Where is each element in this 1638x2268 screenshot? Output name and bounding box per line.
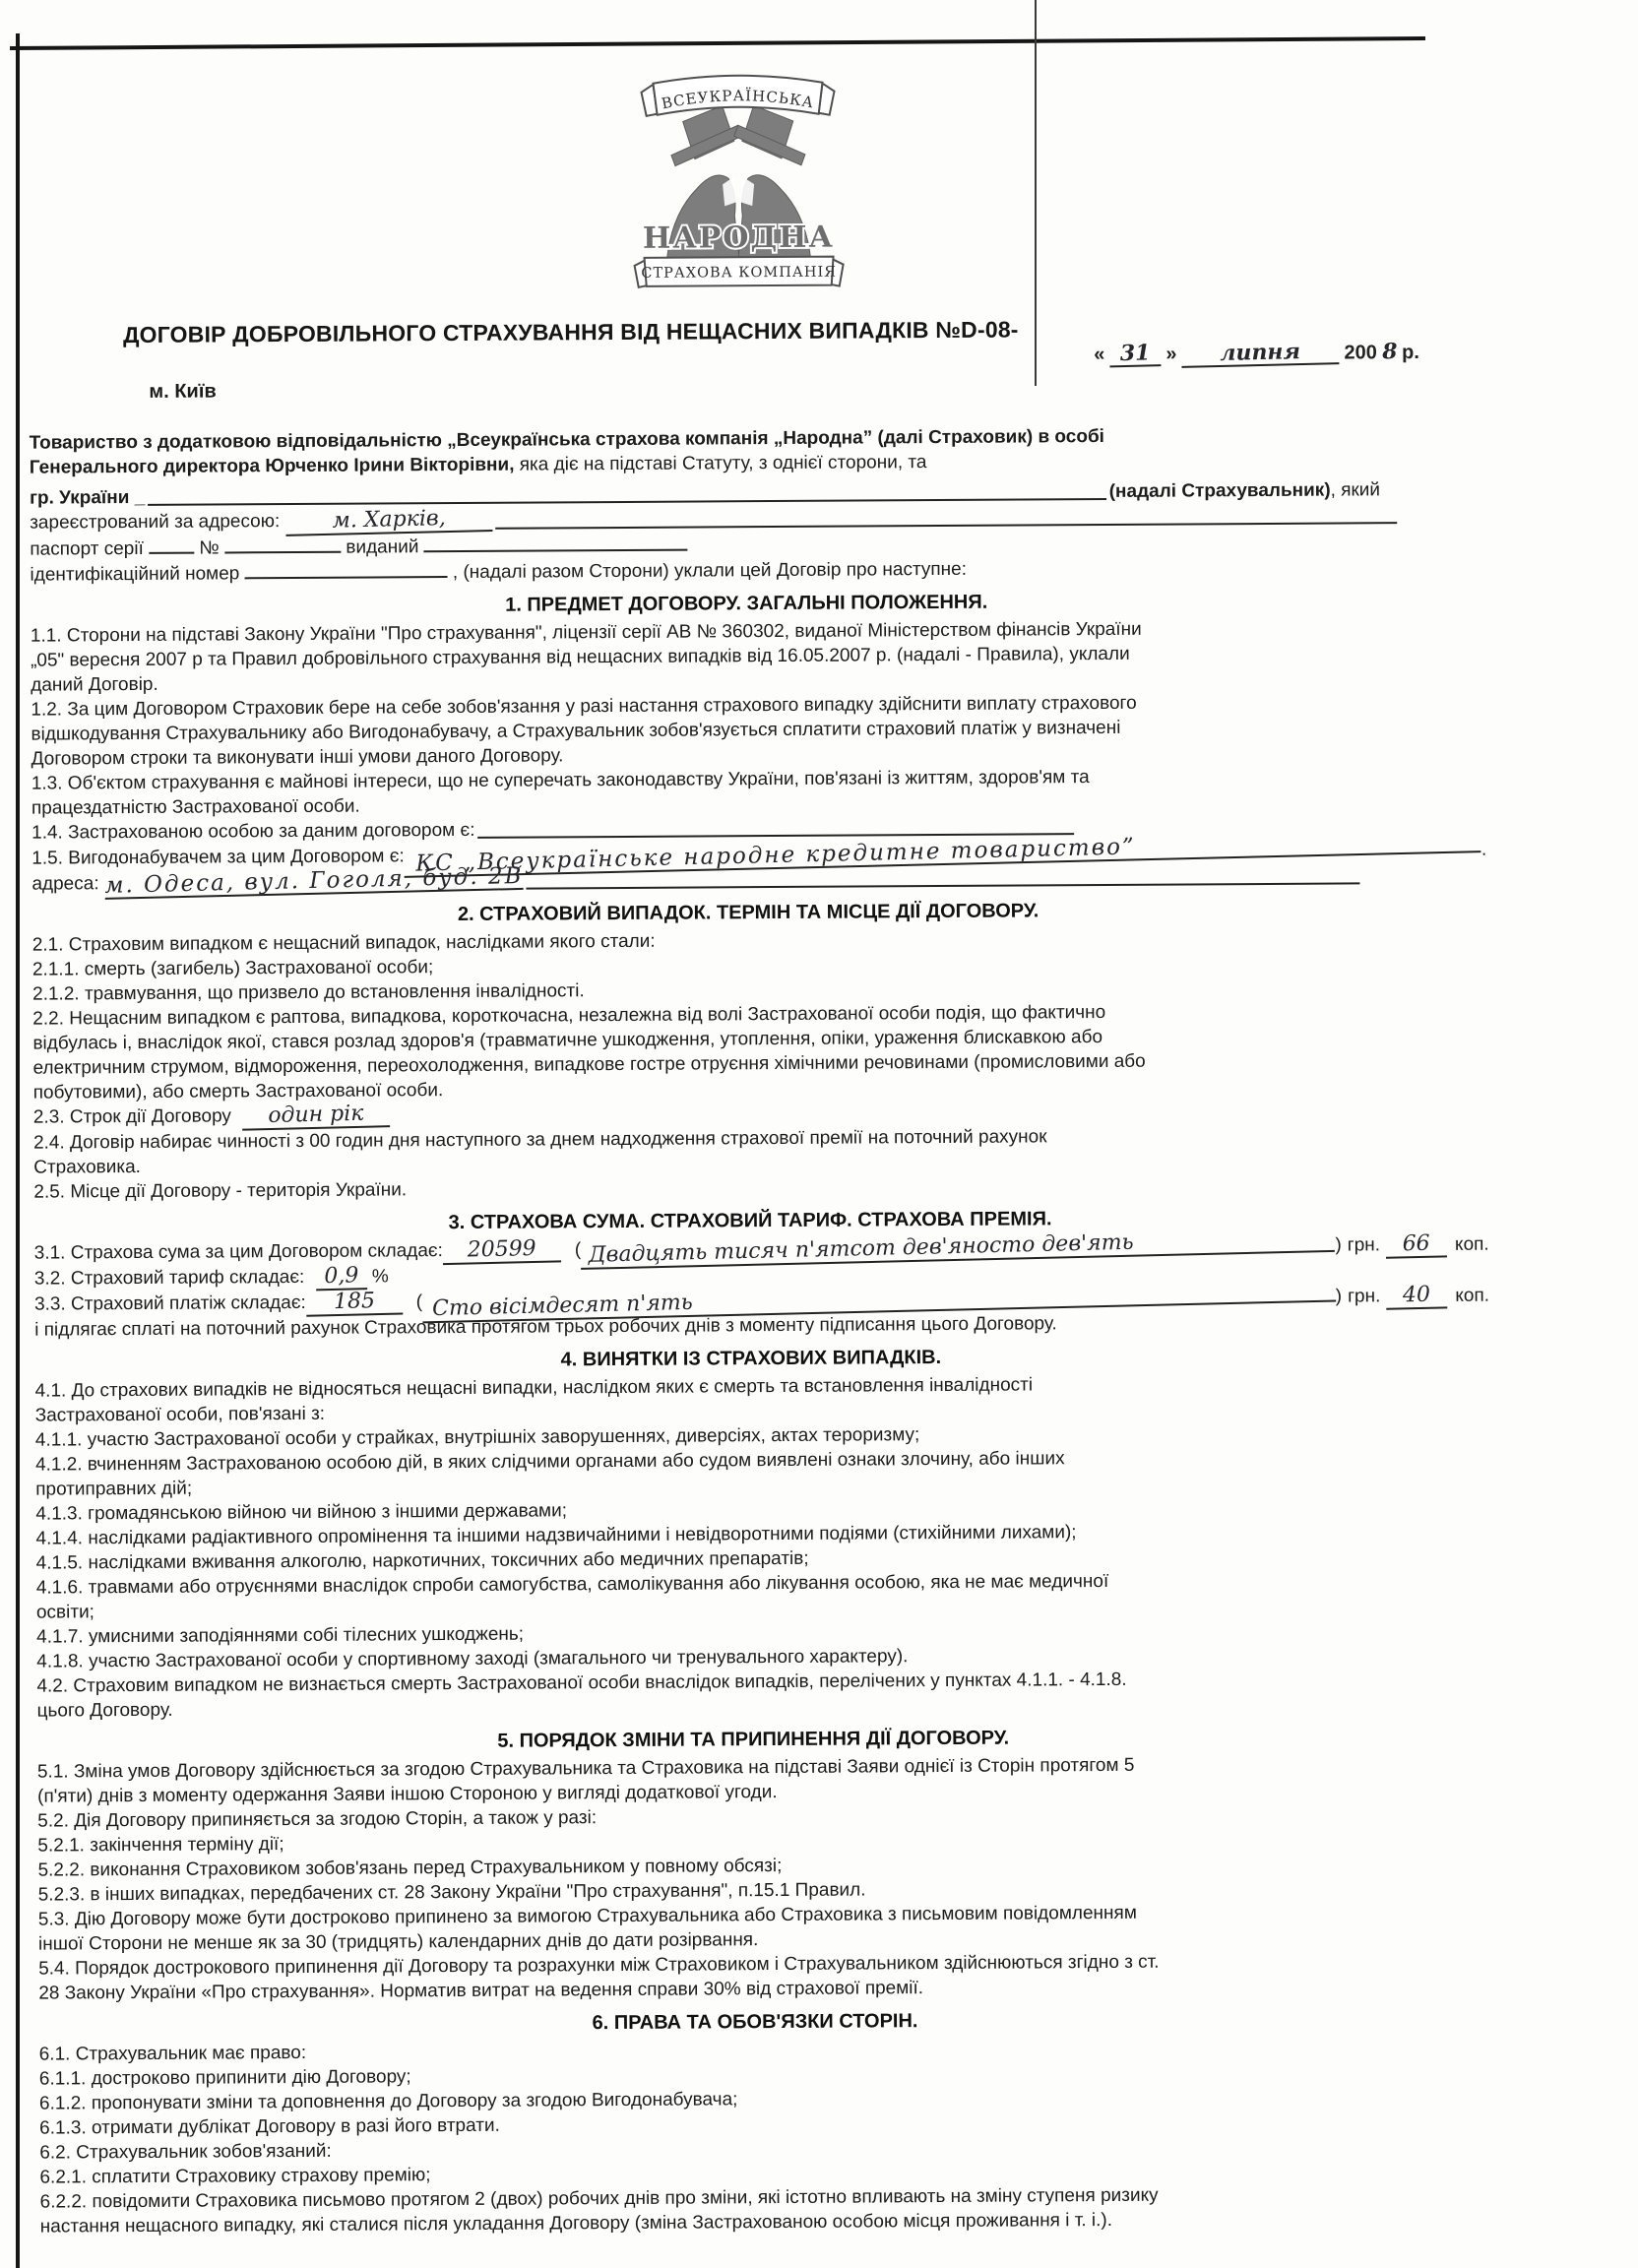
beneficiary-label: 1.5. Вигодонабувачем за цим Договором є: (32, 846, 405, 869)
clause-1-3: 1.3. Об'єктом страхування є майнові інтереси, що не суперечать законодавству України, пов'язані із життям, здоров'ям та працездатністю Застрахованої особи. (31, 767, 1090, 819)
passport-no-blank (224, 535, 341, 554)
date-quote-close: » (1166, 343, 1177, 365)
tariff-pct-label: % (371, 1266, 389, 1288)
clause-2-4: 2.4. Договір набирає чинності з 00 годин дня наступного за днем надходження страхової премії на поточний рахунок Страховика. (32, 1126, 1047, 1178)
clause-1-2: 1.2. За цим Договором Страховик бере на себе зобов'язання у разі настання страхового випадку здійснити виплату страхового відшкодування Страхувальнику або Вигодонабувачу, а Страхувальник зобов'язується сплатити страховий платіж у визначені Договором строки та виконувати інші умови даного Договору. (31, 692, 1137, 770)
registered-address-handwritten: м. Харків, (285, 506, 493, 536)
clause-2-1-1: 2.1.1. смерть (загибель) Застрахованої особи; (32, 957, 434, 980)
clause-2-5: 2.5. Місце дії Договору - територія України. (33, 1179, 408, 1203)
payment-words-handwritten: Сто вісімдесят п'ять (422, 1276, 1336, 1323)
date-year-handwritten: 8 (1381, 339, 1398, 365)
passport-issued-blank (424, 533, 688, 553)
clause-3-3-note: і підлягає сплаті на поточний рахунок Страховика протягом трьох робочих днів з моменту підписання цього Договору. (34, 1313, 1057, 1341)
clause-1-1: 1.1. Сторони на підставі Закону України "Про страхування", ліцензії серії АВ № 360302, виданої Міністерством фінансів України „05" вересня 2007 р та Правил добровільного страхування від нещасних випадків від 16.05.2007 р. (надалі - Правила), уклали даний Договір. (30, 618, 1142, 696)
sum-grn-label: грн. (1347, 1234, 1381, 1256)
preamble-insurer: Товариство з додатковою відповідальністю „Всеукраїнська страхова компанія „Народна” (далі Страховик) в особі Генерального директора Юрченко Ірини Вікторівни, (29, 425, 1104, 478)
clause-4-1: 4.1. До страхових випадків не відносяться нещасні випадки, наслідком яких є смерть та встановлення інвалідності Застрахованої особи, пов'язані з: (34, 1374, 1034, 1426)
beneficiary-handwritten: КС „Всеукраїнське народне кредитне товариство” (405, 827, 1482, 878)
registered-address-blank (495, 522, 1397, 530)
passport-issued-label: виданий (346, 536, 419, 558)
payment-grn-label: грн. (1347, 1286, 1381, 1307)
clause-4-1-1: 4.1.1. участю Застрахованої особи у страйках, внутрішніх заворушеннях, диверсіях, актах тероризму; (34, 1424, 920, 1451)
payment-label: 3.3. Страховий платіж складає: (33, 1292, 306, 1315)
date-year-printed: 200 (1344, 342, 1377, 364)
clause-6-1-3: 6.1.3. отримати дублікат Договору в разі його втрати. (39, 2114, 500, 2139)
id-number-blank (245, 559, 448, 579)
clause-4-1-7: 4.1.7. умисними заподіяннями собі тілесних ушкоджень; (36, 1623, 525, 1648)
beneficiary-address-blank (527, 882, 1360, 889)
contract-title: ДОГОВІР ДОБРОВІЛЬНОГО СТРАХУВАННЯ ВІД НЕЩАСНИХ ВИПАДКІВ №D-08- (122, 316, 1019, 348)
clause-4-1-3: 4.1.3. громадянською війною чи війною з іншими державами; (35, 1500, 568, 1525)
id-number-label: ідентифікаційний номер (30, 563, 240, 586)
tariff-handwritten: 0,9 (315, 1264, 367, 1291)
clause-4-1-6: 4.1.6. травмами або отруєннями внаслідок спроби самогубства, самолікування або лікування особою, яка не має медичної освіти; (35, 1570, 1109, 1623)
citizen-label: гр. України _ (29, 486, 146, 509)
sum-words-handwritten: Двадцять тисяч п'ятсот дев'яносто дев'ять (581, 1227, 1336, 1270)
clause-2-2: 2.2. Нещасним випадком є раптова, випадкова, короткочасна, незалежна від волі Застрахованої особи подія, що фактично відбулась і, внаслідок якої, стався розлад здоров'я (травматичне ушкодження, утоплення, опіки, ураження блискавкою або електричним струмом, відмороження, переохолодження, випадкове гостре отруєння хімічними речовинами (промисловими або побутовими), або смерть Застрахованої особи. (32, 1001, 1146, 1103)
payment-paren-close: ) (1335, 1286, 1343, 1307)
clause-5-3: 5.3. Дію Договору може бути достроково припинено за вимогою Страхувальника або Страховика з письмовим повідомленням іншої Сторони не менше як за 30 (тридцять) календарних днів до дати розірвання. (37, 1902, 1137, 1955)
clause-5-1: 5.1. Зміна умов Договору здійснюється за згодою Страхувальника та Страховика на підставі Заяви однієї із Сторін протягом 5 (п'яти) днів з моменту одержання Заяви іншою Стороною у вигляді додаткової угоди. (36, 1754, 1135, 1807)
section-3-heading: 3. СТРАХОВА СУМА. СТРАХОВИЙ ТАРИФ. СТРАХОВА ПРЕМІЯ. (448, 1208, 1052, 1234)
clause-5-2-2: 5.2.2. виконання Страховиком зобов'язань перед Страхувальником у повному обсязі; (37, 1856, 783, 1881)
insurance-company-logo (623, 68, 852, 297)
section-5-heading: 5. ПОРЯДОК ЗМІНИ ТА ПРИПИНЕННЯ ДІЇ ДОГОВОРУ. (497, 1727, 1010, 1752)
sum-paren-close: ) (1335, 1234, 1342, 1256)
clause-2-1-2: 2.1.2. травмування, що призвело до встановлення інвалідності. (32, 980, 585, 1005)
preamble (30, 424, 1152, 480)
clause-4-1-5: 4.1.5. наслідками вживання алкоголю, наркотичних, токсичних або медичних препаратів; (35, 1547, 809, 1574)
clause-4-1-2: 4.1.2. вчиненням Застрахованою особою дій, в яких слідчими органами або судом виявлені ознаки злочину, або інших протиправних дій; (34, 1448, 1065, 1500)
clause-6-2: 6.2. Страхувальник зобов'язаний: (39, 2140, 332, 2164)
date-quote-open: « (1094, 343, 1105, 366)
section-4-heading: 4. ВИНЯТКИ ІЗ СТРАХОВИХ ВИПАДКІВ. (560, 1347, 942, 1371)
sum-kop-label: коп. (1454, 1233, 1489, 1255)
clause-4-2: 4.2. Страховим випадком не визнається смерть Застрахованої особи внаслідок випадків, перелічених у пунктах 4.1.1. - 4.1.8. цього Договору. (36, 1669, 1127, 1722)
date-month-handwritten: липня (1181, 339, 1340, 368)
sum-label: 3.1. Страхова сума за цим Договором складає: (33, 1240, 443, 1264)
id-number-line (30, 555, 1152, 588)
passport-series-label: паспорт серії (30, 537, 144, 560)
beneficiary-address-label: адреса: (32, 873, 99, 895)
clause-5-2-3: 5.2.3. в інших випадках, передбачених ст. 28 Закону України "Про страхування", п.15.1 Правил. (37, 1879, 866, 1906)
logo-banner-top (641, 75, 834, 116)
clause-6-2-1: 6.2.1. сплатити Страховику страхову премію; (39, 2165, 431, 2188)
section-1-heading: 1. ПРЕДМЕТ ДОГОВОРУ. ЗАГАЛЬНІ ПОЛОЖЕННЯ. (505, 591, 988, 616)
passport-series-blank (149, 536, 194, 554)
clause-6-1: 6.1. Страхувальник має право: (38, 2042, 307, 2065)
passport-no-label: № (199, 537, 220, 559)
payment-amount-handwritten: 185 (305, 1289, 403, 1316)
beneficiary-period: . (1480, 839, 1487, 860)
insured-person-label: 1.4. Застрахованою особою за даним договором є: (32, 819, 475, 844)
clause-6-2-2: 6.2.2. повідомити Страховика письмово протягом 2 (двох) робочих днів про зміни, які істотно впливають на зміну ступеня ризику настання нещасного випадку, які сталися після укладання Договору (зміна Застрахованою особою місця проживання і т. і.). (39, 2184, 1159, 2237)
term-label: 2.3. Строк дії Договору (32, 1105, 231, 1128)
clause-3-1 (33, 1229, 1489, 1268)
clause-2-1: 2.1. Страховим випадком є нещасний випадок, наслідками якого стали: (32, 930, 656, 956)
clause-6-1-1: 6.1.1. достроково припинити дію Договору; (38, 2066, 411, 2090)
clause-6-1-2: 6.1.2. пропонувати зміни та доповнення до Договору за згодою Вигодонабувача; (38, 2089, 738, 2114)
contract-body (30, 422, 1497, 2239)
clause-4-1-4: 4.1.4. наслідками радіактивного опромінення та іншими надзвичайними і невідворотними подіями (стихійними лихами); (35, 1522, 1077, 1549)
payment-kop-label: коп. (1455, 1285, 1490, 1306)
clause-5-4: 5.4. Порядок дострокового припинення дії Договору та розрахунки між Страховиком і Страхувальником здійснюються згідно з ст. 28 Закону України «Про страхування». Норматив витрат на ведення справи 30% від страхової премії. (38, 1951, 1160, 2004)
term-handwritten: один рік (242, 1102, 391, 1131)
payment-paren-open: ( (415, 1292, 423, 1313)
id-number-rest: , (надалі разом Сторони) уклали цей Договір про наступне: (452, 558, 968, 584)
registered-address-label: зареєстрований за адресою: (30, 511, 281, 534)
logo-banner-bottom-text: СТРАХОВА КОМПАНІЯ (641, 264, 838, 282)
date-year-suffix: р. (1402, 342, 1419, 364)
sum-kop-handwritten: 66 (1386, 1231, 1448, 1258)
contract-city: м. Київ (149, 380, 217, 403)
logo-banner-bottom (635, 257, 844, 287)
date-day-handwritten: 31 (1109, 341, 1162, 367)
tariff-label: 3.2. Страховий тариф складає: (33, 1266, 305, 1290)
preamble-rest: яка діє на підставі Статуту, з однієї сторони, та (514, 452, 927, 475)
clause-5-2: 5.2. Дія Договору припиняється за згодою Сторін, а також у разі: (37, 1807, 598, 1832)
payment-kop-handwritten: 40 (1386, 1283, 1448, 1309)
logo-banner-top-text: ВСЕУКРАЇНСЬКА (660, 87, 816, 113)
beneficiary-address-handwritten: м. Одеса, вул. Гоголя, буд. 2В (104, 862, 524, 899)
section-6-heading: 6. ПРАВА ТА ОБОВ'ЯЗКИ СТОРІН. (592, 2010, 918, 2035)
contract-date (1094, 340, 1419, 367)
insured-label-rest: , який (1330, 479, 1381, 501)
clause-4-1-8: 4.1.8. участю Застрахованої особи у спортивному заході (змагального чи тренувального характеру). (36, 1646, 909, 1672)
insured-label: (надалі Страхувальник) (1108, 479, 1331, 502)
sum-paren-open: ( (574, 1239, 582, 1261)
section-2-heading: 2. СТРАХОВИЙ ВИПАДОК. ТЕРМІН ТА МІСЦЕ ДІЇ ДОГОВОРУ. (457, 900, 1040, 926)
logo-company-name: НАРОДНА (642, 220, 836, 256)
clause-5-2-1: 5.2.1. закінчення терміну дії; (37, 1834, 284, 1857)
sum-amount-handwritten: 20599 (443, 1236, 562, 1265)
